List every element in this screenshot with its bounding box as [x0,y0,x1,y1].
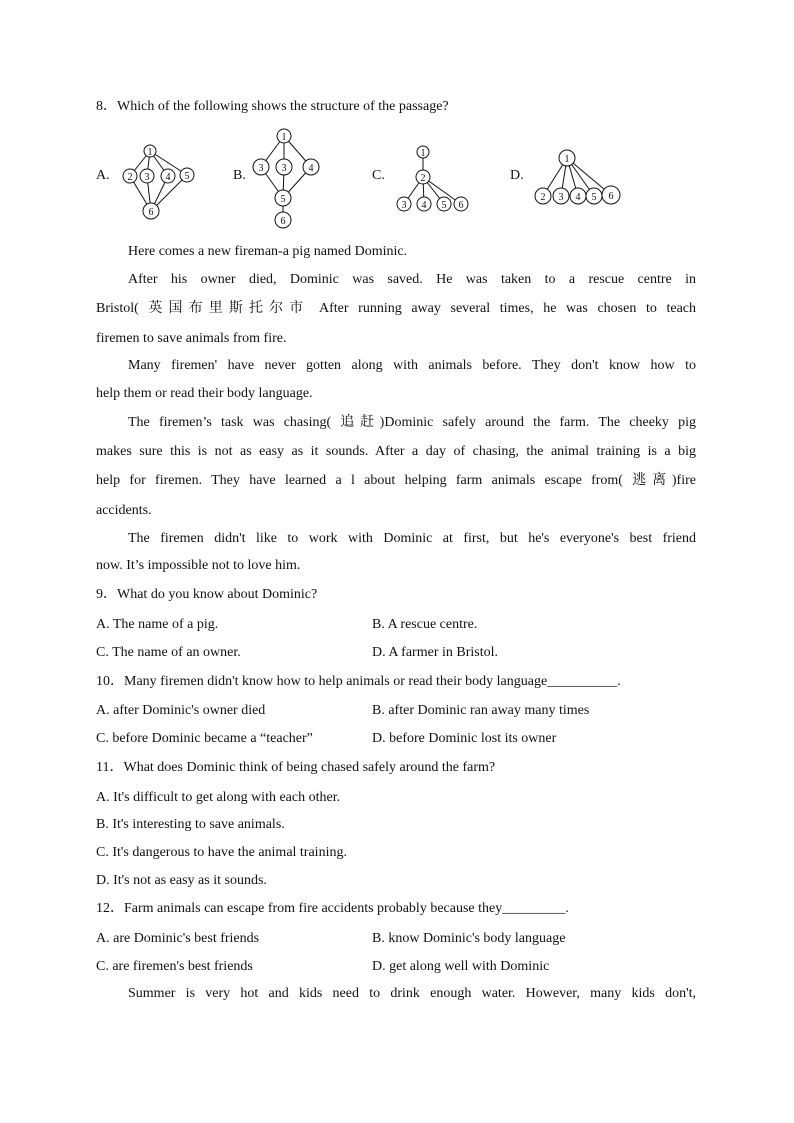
q12-option-a[interactable]: A. are Dominic's best friends [96,931,260,946]
svg-text:4: 4 [165,172,171,183]
passage-line-5: Many firemen' have never gotten along with animals before. They don't know how to [128,358,696,373]
svg-text:4: 4 [421,200,427,211]
svg-text:6: 6 [458,200,464,211]
q11-option-a[interactable]: A. It's difficult to get along with each other. [96,790,341,805]
svg-text:5: 5 [280,194,286,205]
svg-text:3: 3 [144,172,150,183]
svg-text:2: 2 [420,173,426,184]
svg-text:6: 6 [148,207,154,218]
svg-text:4: 4 [575,192,581,203]
next-passage-line-1: Summer is very hot and kids need to drink enough water. However, many kids don't, [128,986,696,1001]
passage-line-7: The firemen’s task was chasing( 追赶)Dominic safely around the farm. The cheeky pig [128,415,696,430]
passage-line-10: accidents. [96,503,152,518]
svg-text:3: 3 [558,192,564,203]
passage-line-4: firemen to save animals from fire. [96,331,287,346]
passage-line-12: now. It’s impossible not to love him. [96,558,301,573]
svg-text:5: 5 [184,171,190,182]
passage-line-9: help for firemen. They have learned a l about helping farm animals escape from( 逃离)fire [96,473,696,488]
svg-text:6: 6 [608,191,614,202]
passage-line-8: makes sure this is not as easy as it sounds. After a day of chasing, the animal training is a big [96,444,696,459]
passage-line-6: help them or read their body language. [96,386,313,401]
q9-option-c[interactable]: C. The name of an owner. [96,645,241,660]
q9-option-d[interactable]: D. A farmer in Bristol. [372,645,498,660]
svg-text:3: 3 [401,200,407,211]
svg-text:5: 5 [591,192,597,203]
q10-options-row-1 [96,702,696,720]
svg-text:3: 3 [281,163,287,174]
q8-option-a-label: A. [96,168,110,183]
q10-option-c[interactable]: C. before Dominic became a “teacher” [96,731,313,746]
passage-line-11: The firemen didn't like to work with Dominic at first, but he's everyone's best friend [128,531,696,546]
q10-option-d[interactable]: D. before Dominic lost its owner [372,731,557,746]
q9-options-row-2 [96,644,696,662]
passage-line-3: Bristol( 英国布里斯托尔市 After running away several times, he was chosen to teach [96,301,696,316]
svg-text:1: 1 [564,154,570,165]
q11-option-c[interactable]: C. It's dangerous to have the animal training. [96,845,347,860]
q8-option-c-label: C. [372,168,385,183]
q8-option-b-label: B. [233,168,246,183]
q10-option-b[interactable]: B. after Dominic ran away many times [372,703,590,718]
q9-options-row-1 [96,616,696,634]
svg-text:3: 3 [258,163,264,174]
passage-line-2: After his owner died, Dominic was saved. He was taken to a rescue centre in [128,272,696,287]
q8-stem: 8．Which of the following shows the structure of the passage? [96,99,449,114]
svg-text:4: 4 [308,163,314,174]
svg-text:6: 6 [280,216,286,227]
q10-option-a[interactable]: A. after Dominic's owner died [96,703,266,718]
svg-text:1: 1 [147,147,153,158]
structure-diagram-a [116,140,200,224]
q10-stem: 10．Many firemen didn't know how to help animals or read their body language__________. [96,674,621,689]
q9-option-a[interactable]: A. The name of a pig. [96,617,219,632]
svg-text:1: 1 [281,132,287,143]
structure-diagram-c [390,142,474,216]
q12-options-row-2 [96,958,696,976]
q12-option-d[interactable]: D. get along well with Dominic [372,959,550,974]
q12-option-b[interactable]: B. know Dominic's body language [372,931,566,946]
q12-options-row-1 [96,930,696,948]
q11-option-b[interactable]: B. It's interesting to save animals. [96,817,285,832]
svg-text:2: 2 [127,172,133,183]
q11-option-d[interactable]: D. It's not as easy as it sounds. [96,873,267,888]
passage-line-1: Here comes a new fireman-a pig named Dominic. [128,244,408,259]
q12-option-c[interactable]: C. are firemen's best friends [96,959,253,974]
svg-text:2: 2 [540,192,546,203]
structure-diagram-d [530,146,626,212]
svg-text:5: 5 [441,200,447,211]
q11-stem: 11．What does Dominic think of being chased safely around the farm? [96,760,496,775]
svg-text:1: 1 [420,148,426,159]
q8-option-d-label: D. [510,168,524,183]
structure-diagram-b [250,126,330,230]
q9-stem: 9．What do you know about Dominic? [96,587,318,602]
q10-options-row-2 [96,730,696,748]
q9-option-b[interactable]: B. A rescue centre. [372,617,478,632]
q12-stem: 12．Farm animals can escape from fire accidents probably because they_________. [96,901,569,916]
